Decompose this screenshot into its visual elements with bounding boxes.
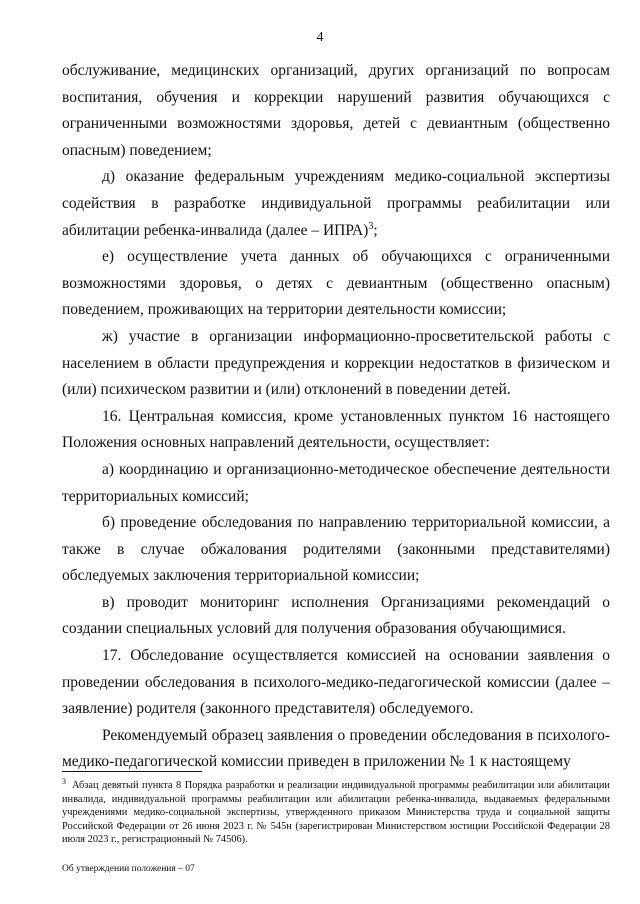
footnote-reference-punct: ; — [373, 221, 378, 239]
document-footer: Об утверждении положения – 07 — [62, 864, 195, 874]
paragraph-item-zh: ж) участие в организации информационно-просветительской работы с населением в области предупреждения и коррекции недостатков в физическом и (или) психическом развитии и (или) отклонений в поведении детей. — [62, 327, 610, 399]
footnote-divider — [62, 771, 202, 772]
paragraph-item-b: б) проведение обследования по направлению территориальной комиссии, а также в случае обжалования родителями (законными представителями) обследуемых заключения территориальной комиссии; — [62, 514, 610, 585]
paragraph-item-d-text: д) оказание федеральным учреждениям медико-социальной экспертизы содействия в разработке индивидуальной программы реабилитации или абилитации ребенка-инвалида (далее – ИПРА) — [62, 168, 610, 239]
footnote — [62, 776, 610, 847]
body-text — [62, 58, 610, 776]
paragraph-item-d — [62, 164, 610, 244]
footnote-mark: 3 — [62, 776, 66, 786]
paragraph-16: 16. Центральная комиссия, кроме установленных пунктом 16 настоящего Положения основных направлений деятельности, осуществляет: — [62, 407, 610, 452]
paragraph-sample-form: Рекомендуемый образец заявления о проведении обследования в психолого-медико-педагогической комиссии приведен в приложении № 1 к настоящему — [62, 726, 610, 771]
footnote-text: Абзац девятый пункта 8 Порядка разработки и реализации индивидуальной программы реабилитации или абилитации инвалида, индивидуальной программы реабилитации или абилитации ребенка-инвалида, выдаваемых федеральными учреждениями медико-социальной экспертизы, утвержденного приказом Министерства труда и социальной защиты Российской Федерации от 26 июня 2023 г. № 545н (зарегистрирован Министерством юстиции Российской Федерации 28 июля 2023 г., регистрационный № 74506). — [62, 780, 610, 846]
page-number: 4 — [316, 30, 324, 45]
paragraph-item-v: в) проводит мониторинг исполнения Организациями рекомендаций о создании специальных условий для получения образования обучающимися. — [62, 593, 610, 638]
paragraph-17: 17. Обследование осуществляется комиссией на основании заявления о проведении обследования в психолого-медико-педагогической комиссии (далее – заявление) родителя (законного представителя) обследуемого. — [62, 647, 610, 718]
footnote-reference: 3 — [368, 220, 374, 232]
paragraph-continuation: обслуживание, медицинских организаций, других организаций по вопросам воспитания, обучения и коррекции нарушений развития обучающихся с ограниченными возможностями здоровья, детей с девиантным (общественно опасным) поведением; — [62, 62, 610, 159]
paragraph-item-e: е) осуществление учета данных об обучающихся с ограниченными возможностями здоровья, о детях с девиантным (общественно опасным) поведением, проживающих на территории деятельности комиссии; — [62, 248, 610, 319]
paragraph-item-a: а) координацию и организационно-методическое обеспечение деятельности территориальных комиссий; — [62, 460, 610, 505]
